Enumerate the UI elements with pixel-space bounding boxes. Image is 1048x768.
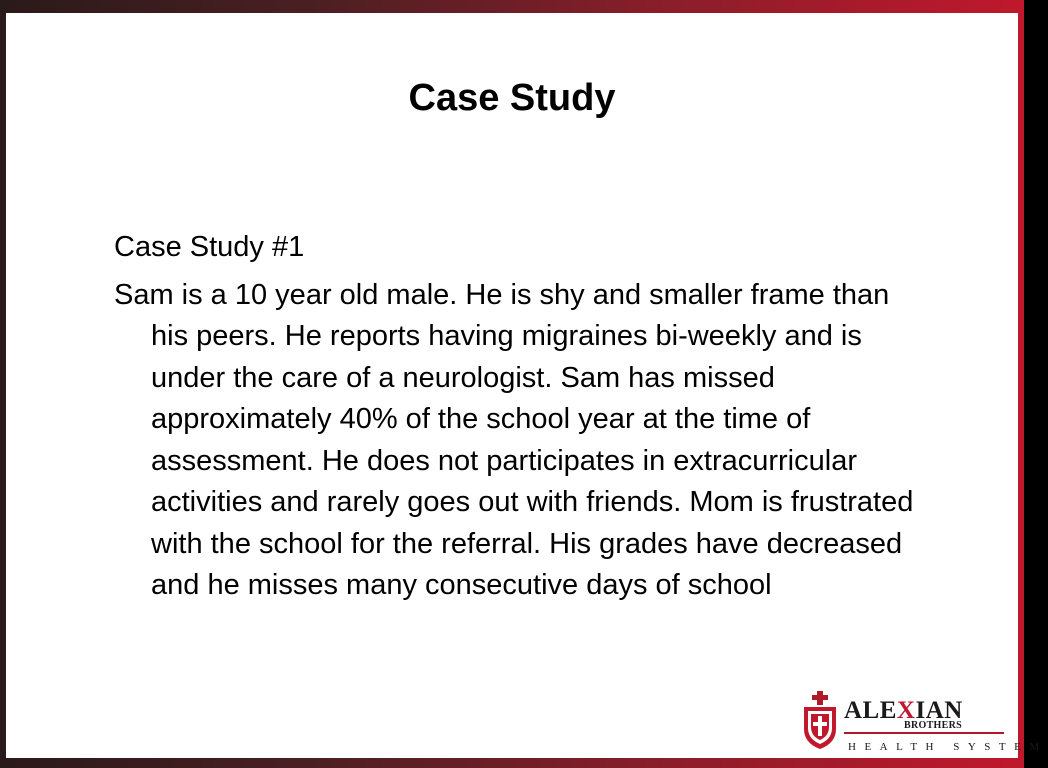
alexian-brothers-logo	[800, 687, 1048, 757]
slide-body	[114, 227, 934, 613]
logo-wordmark: ALEXIAN	[844, 697, 963, 724]
crest-seal-icon	[800, 691, 840, 751]
logo-brothers: BROTHERS	[904, 720, 962, 731]
case-study-description: Sam is a 10 year old male. He is shy and smaller frame than his peers. He reports having migraines bi-weekly and is under the care of a neurologist. Sam has missed approximately 40% of the school year at the time of assessment. He does not participates in extracurricular activities and rarely goes out with friends. Mom is frustrated with the school for the referral. His grades have decreased and he misses many consecutive days of school	[114, 278, 914, 601]
logo-subtitle: HEALTH SYSTEM	[848, 741, 1048, 753]
slide-canvas	[6, 13, 1048, 758]
case-study-heading: Case Study #1	[114, 231, 305, 263]
slide-title: Case Study	[408, 77, 616, 119]
logo-divider	[844, 732, 1004, 734]
